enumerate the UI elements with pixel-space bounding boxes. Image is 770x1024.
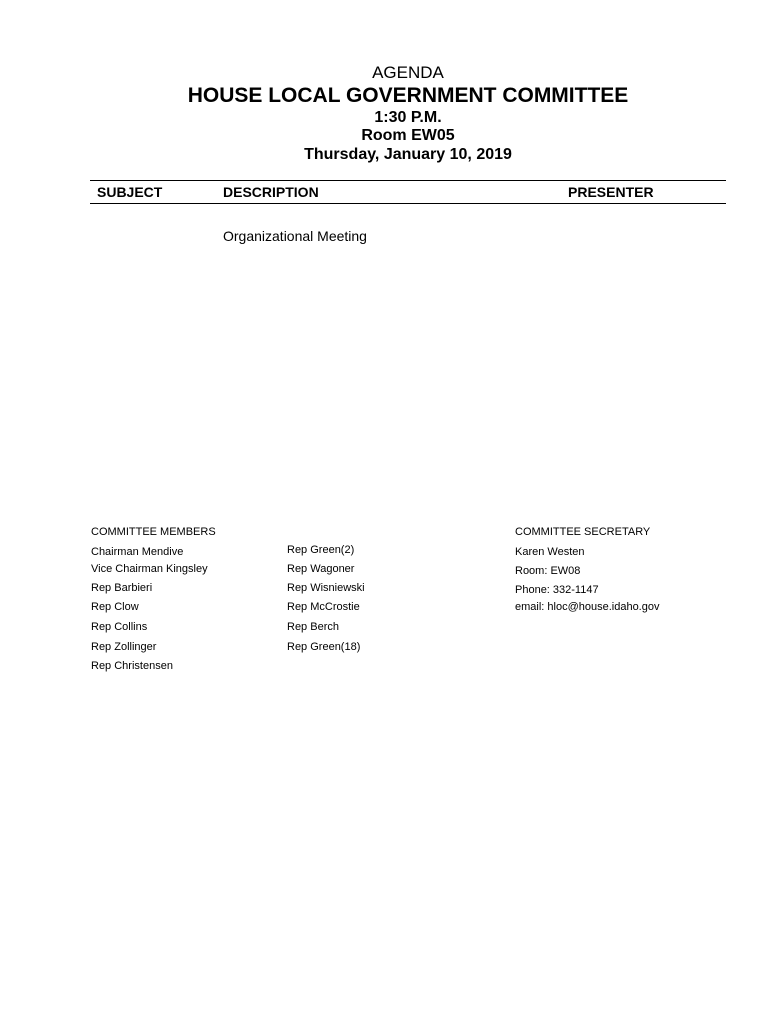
column-header-presenter: PRESENTER bbox=[568, 184, 654, 200]
member-name: Chairman Mendive bbox=[91, 546, 184, 558]
member-name: Rep Green(2) bbox=[287, 544, 355, 556]
member-name: Vice Chairman Kingsley bbox=[91, 563, 208, 575]
agenda-item-description: Organizational Meeting bbox=[223, 228, 367, 244]
member-name: Rep McCrostie bbox=[287, 601, 360, 613]
member-name: Rep Wagoner bbox=[287, 563, 355, 575]
column-header-subject: SUBJECT bbox=[97, 184, 163, 200]
member-name: Rep Zollinger bbox=[91, 641, 157, 653]
member-name: Rep Wisniewski bbox=[287, 582, 365, 594]
agenda-label: AGENDA bbox=[372, 63, 444, 82]
member-name: Rep Green(18) bbox=[287, 641, 361, 653]
meeting-time: 1:30 P.M. bbox=[374, 109, 442, 126]
secretary-email: email: hloc@house.idaho.gov bbox=[515, 601, 660, 613]
secretary-name: Karen Westen bbox=[515, 546, 585, 558]
committee-secretary-title: COMMITTEE SECRETARY bbox=[515, 526, 651, 538]
member-name: Rep Barbieri bbox=[91, 582, 153, 594]
meeting-room: Room EW05 bbox=[361, 127, 455, 144]
member-name: Rep Clow bbox=[91, 601, 139, 613]
committee-members-title: COMMITTEE MEMBERS bbox=[91, 526, 216, 538]
secretary-room: Room: EW08 bbox=[515, 565, 581, 577]
member-name: Rep Berch bbox=[287, 621, 339, 633]
member-name: Rep Collins bbox=[91, 621, 148, 633]
committee-title: HOUSE LOCAL GOVERNMENT COMMITTEE bbox=[187, 84, 629, 107]
column-header-description: DESCRIPTION bbox=[223, 184, 319, 200]
member-name: Rep Christensen bbox=[91, 660, 173, 672]
secretary-phone: Phone: 332-1147 bbox=[515, 584, 599, 596]
table-header-bottom-rule bbox=[90, 203, 726, 204]
meeting-date: Thursday, January 10, 2019 bbox=[304, 146, 512, 163]
table-header-top-rule bbox=[90, 180, 726, 181]
